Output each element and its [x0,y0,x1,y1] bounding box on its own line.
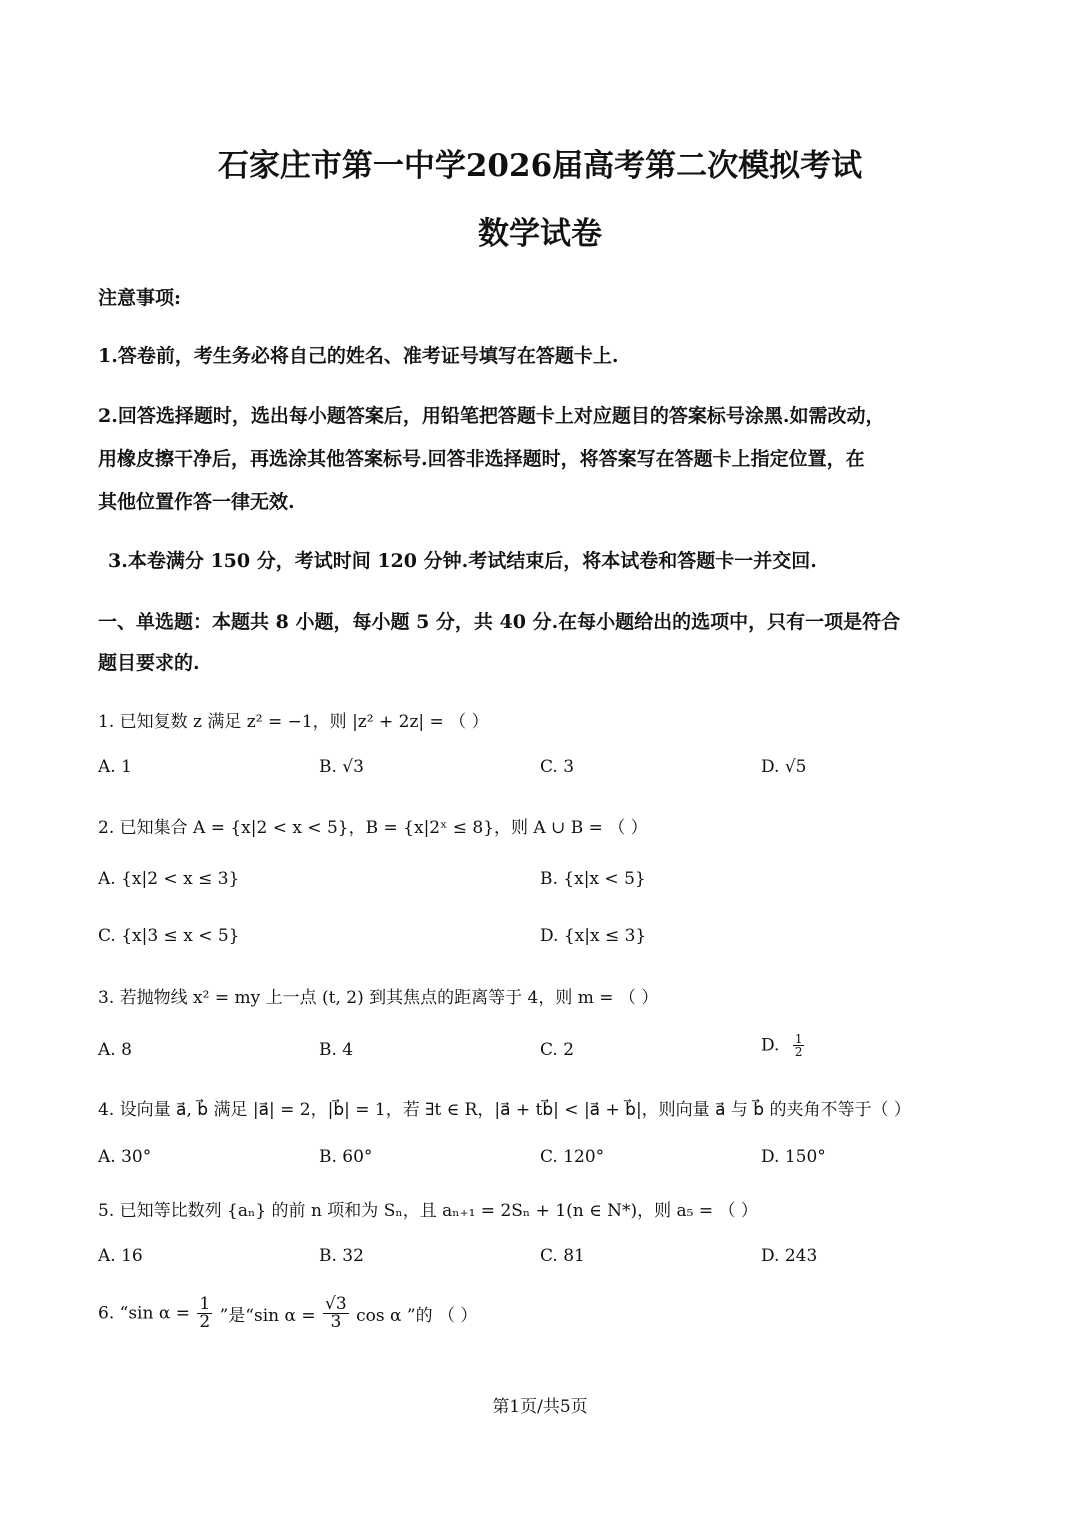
q1-option-a: A. 1 [98,757,132,777]
fraction-numerator: 1 [794,1032,803,1046]
fraction-denominator: 2 [794,1045,803,1059]
q2-option-a: A. {x|2 < x ≤ 3} [98,869,240,889]
question-6-stem [98,1296,477,1331]
question-4-stem: 4. 设向量 a⃗, b⃗ 满足 |a⃗| = 2，|b⃗| = 1，若 ∃t ∈ R，|a⃗ + tb⃗| < |a⃗ + b⃗|，则向量 a⃗ 与 b⃗ 的夹角不等于（ ） [98,1100,911,1120]
q3-option-d-fraction [793,1033,805,1058]
section-heading-line-1: 一、单选题：本题共 8 小题，每小题 5 分，共 40 分.在每小题给出的选项中，只有一项是符合 [98,611,901,633]
q3-option-a: A. 8 [98,1040,132,1060]
q2-option-c: C. {x|3 ≤ x < 5} [98,926,240,946]
q5-option-b: B. 32 [319,1246,364,1266]
question-1-stem: 1. 已知复数 z 满足 z² = −1，则 |z² + 2z| = （ ） [98,712,489,732]
exam-title: 石家庄市第一中学2026届高考第二次模拟考试 [217,148,863,184]
q4-option-d: D. 150° [761,1147,826,1167]
notice-item-2-line-2: 用橡皮擦干净后，再选涂其他答案标号.回答非选择题时，将答案写在答题卡上指定位置，在 [98,448,865,470]
section-heading-line-2: 题目要求的. [98,652,200,674]
q6-fraction-2 [323,1296,349,1331]
fraction-denominator: 3 [330,1312,342,1332]
q5-option-d: D. 243 [761,1246,818,1266]
q6-stem-part-1: 6. “sin α = [98,1303,190,1324]
q2-option-d: D. {x|x ≤ 3} [540,926,647,946]
q4-option-c: C. 120° [540,1147,605,1167]
question-2-stem: 2. 已知集合 A = {x|2 < x < 5}，B = {x|2ˣ ≤ 8}，则 A ∪ B = （ ） [98,818,648,838]
q6-fraction-1 [197,1296,212,1331]
q4-option-b: B. 60° [319,1147,373,1167]
q6-stem-part-2: ”是“sin α = [219,1306,316,1326]
notice-item-1: 1.答卷前，考生务必将自己的姓名、准考证号填写在答题卡上. [98,345,619,367]
exam-subtitle: 数学试卷 [478,216,602,252]
q5-option-c: C. 81 [540,1246,585,1266]
notice-item-3: 3.本卷满分 150 分，考试时间 120 分钟.考试结束后，将本试卷和答题卡一并交回. [108,550,817,572]
question-3-stem: 3. 若抛物线 x² = my 上一点 (t, 2) 到其焦点的距离等于 4，则 m = （ ） [98,988,659,1008]
fraction-numerator: 1 [199,1294,211,1314]
fraction-numerator: √3 [325,1294,347,1314]
q1-option-d: D. √5 [761,757,807,777]
q3-option-d [761,1033,804,1058]
question-5-stem: 5. 已知等比数列 {aₙ} 的前 n 项和为 Sₙ，且 aₙ₊₁ = 2Sₙ + 1(n ∈ N*)，则 a₅ = （ ） [98,1201,758,1221]
notice-heading: 注意事项: [98,287,182,309]
q1-option-b: B. √3 [319,757,364,777]
page-footer: 第1页/共5页 [492,1397,588,1417]
q1-option-c: C. 3 [540,757,575,777]
q2-option-b: B. {x|x < 5} [540,869,646,889]
notice-item-2-line-1: 2.回答选择题时，选出每小题答案后，用铅笔把答题卡上对应题目的答案标号涂黑.如需改动， [98,405,885,427]
q4-option-a: A. 30° [98,1147,152,1167]
fraction-denominator: 2 [199,1312,211,1332]
q3-option-b: B. 4 [319,1040,354,1060]
notice-item-2-line-3: 其他位置作答一律无效. [98,491,295,513]
q3-option-c: C. 2 [540,1040,575,1060]
q5-option-a: A. 16 [98,1246,143,1266]
q6-stem-part-3: cos α ”的 （ ） [356,1306,478,1326]
q3-option-d-label: D. [761,1035,780,1056]
